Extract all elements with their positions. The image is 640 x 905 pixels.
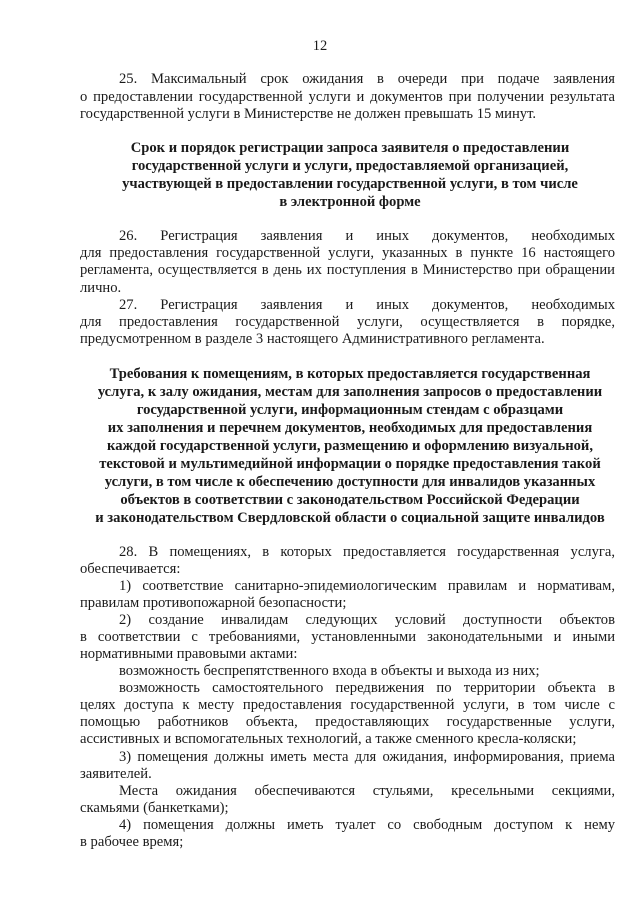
- section-heading: Срок и порядок регистрации запроса заявителя о предоставлении: [130, 140, 570, 156]
- section-heading: участвующей в предоставлении государственной услуги, в том числе: [122, 176, 578, 192]
- text-line: скамьями (банкетками);: [80, 800, 229, 816]
- section-heading: государственной услуги и услуги, предоставляемой организацией,: [131, 158, 569, 174]
- text-line: 3) помещения должны иметь места для ожидания, информирования, приема: [119, 749, 615, 765]
- text-line: регламента, осуществляется в день их поступления в Министерство при обращении: [80, 262, 615, 278]
- text-line: в рабочее время;: [80, 834, 184, 850]
- text-line: ассистивных и вспомогательных технологий, а также сменного кресла-коляски;: [80, 731, 577, 747]
- section-heading: объектов в соответствии с законодательством Российской Федерации: [120, 492, 580, 508]
- section-heading: услуга, к залу ожидания, местам для заполнения запросов о предоставлении: [97, 384, 603, 400]
- text-line: 4) помещения должны иметь туалет со свободным доступом к нему: [119, 817, 615, 833]
- text-line: заявителей.: [80, 766, 152, 782]
- text-line: для предоставления государственной услуги, осуществляется в порядке,: [80, 314, 615, 330]
- text-line: правилам противопожарной безопасности;: [80, 595, 347, 611]
- text-line: 25. Максимальный срок ожидания в очереди при подаче заявления: [119, 71, 615, 87]
- section-heading: Требования к помещениям, в которых предоставляется государственная: [109, 366, 591, 382]
- text-line: государственной услуги в Министерстве не должен превышать 15 минут.: [80, 106, 537, 122]
- page-number: 12: [312, 38, 328, 54]
- text-line: лично.: [80, 280, 122, 296]
- section-heading: услуги, в том числе к обеспечению доступности для инвалидов указанных: [104, 474, 596, 490]
- text-line: 27. Регистрация заявления и иных документов, необходимых: [119, 297, 615, 313]
- section-heading: текстовой и мультимедийной информации о порядке предоставления такой: [99, 456, 601, 472]
- text-line: обеспечивается:: [80, 561, 181, 577]
- text-line: для предоставления государственной услуги, указанных в пункте 16 настоящего: [80, 245, 615, 261]
- text-line: предусмотренном в разделе 3 настоящего Административного регламента.: [80, 331, 545, 347]
- text-line: целях доступа к месту предоставления государственной услуги, в том числе с: [80, 697, 615, 713]
- text-line: 26. Регистрация заявления и иных документов, необходимых: [119, 228, 615, 244]
- section-heading: в электронной форме: [279, 194, 421, 210]
- text-line: в соответствии с требованиями, установленными законодательными и иными: [80, 629, 615, 645]
- text-line: нормативными правовыми актами:: [80, 646, 298, 662]
- text-line: возможность беспрепятственного входа в объекты и выхода из них;: [119, 663, 540, 679]
- section-heading: и законодательством Свердловской области о социальной защите инвалидов: [95, 510, 605, 526]
- section-heading: государственной услуги, информационным стендам с образцами: [136, 402, 564, 418]
- text-line: о предоставлении государственной услуги и документов при получении результата: [80, 89, 615, 105]
- text-line: возможность самостоятельного передвижения по территории объекта в: [119, 680, 615, 696]
- section-heading: каждой государственной услуги, размещению и оформлению визуальной,: [107, 438, 593, 454]
- text-line: помощью работников объекта, предоставляющих государственные услуги,: [80, 714, 615, 730]
- text-line: 1) соответствие санитарно-эпидемиологическим правилам и нормативам,: [119, 578, 615, 594]
- section-heading: их заполнения и перечнем документов, необходимых для предоставления: [107, 420, 593, 436]
- text-line: 2) создание инвалидам следующих условий доступности объектов: [119, 612, 615, 628]
- text-line: Места ожидания обеспечиваются стульями, кресельными секциями,: [119, 783, 615, 799]
- text-line: 28. В помещениях, в которых предоставляется государственная услуга,: [119, 544, 615, 560]
